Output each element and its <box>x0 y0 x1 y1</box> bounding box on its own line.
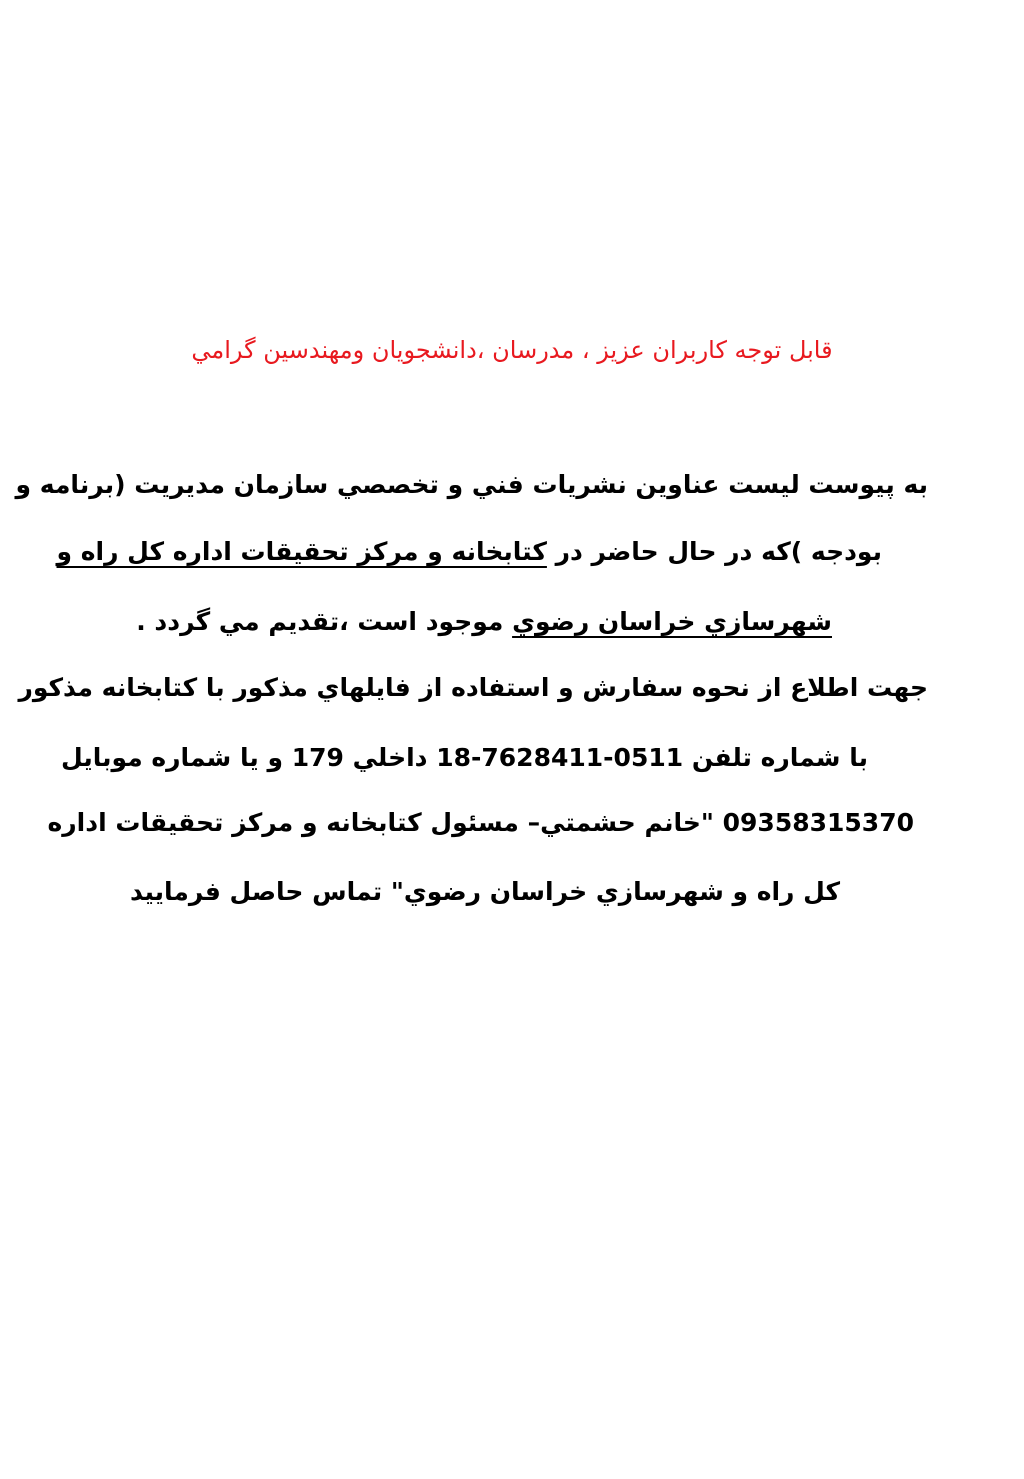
body-line-3-end: موجود است ،تقديم مي گردد . <box>136 607 513 636</box>
body-line-1: به پيوست ليست عناوين نشريات فني و تخصصي سازمان مديريت (برنامه و <box>15 470 928 499</box>
body-line-6: 09358315370 "خانم حشمتي– مسئول كتابخانه و مركز تحقيقات اداره <box>47 808 914 837</box>
body-line-2-start: بودجه )كه در حال حاضر در <box>546 537 882 566</box>
body-line-3 <box>136 602 832 642</box>
body-line-7: كل راه و شهرسازي خراسان رضوي" تماس حاصل فرماييد <box>130 877 840 906</box>
body-line-4: جهت اطلاع از نحوه سفارش و استفاده از فايلهاي مذكور با كتابخانه مذكور <box>18 673 928 702</box>
body-line-5: با شماره تلفن 0511-7628411-18 داخلي 179 و يا شماره موبايل <box>61 743 868 772</box>
body-line-2 <box>57 532 882 572</box>
page-heading: قابل توجه كاربران عزيز ، مدرسان ،دانشجويان ومهندسين گرامي <box>191 336 833 364</box>
organization-name-underlined: شهرسازي خراسان رضوي <box>512 607 832 636</box>
library-name-underlined: كتابخانه و مركز تحقيقات اداره كل راه و <box>56 537 547 566</box>
